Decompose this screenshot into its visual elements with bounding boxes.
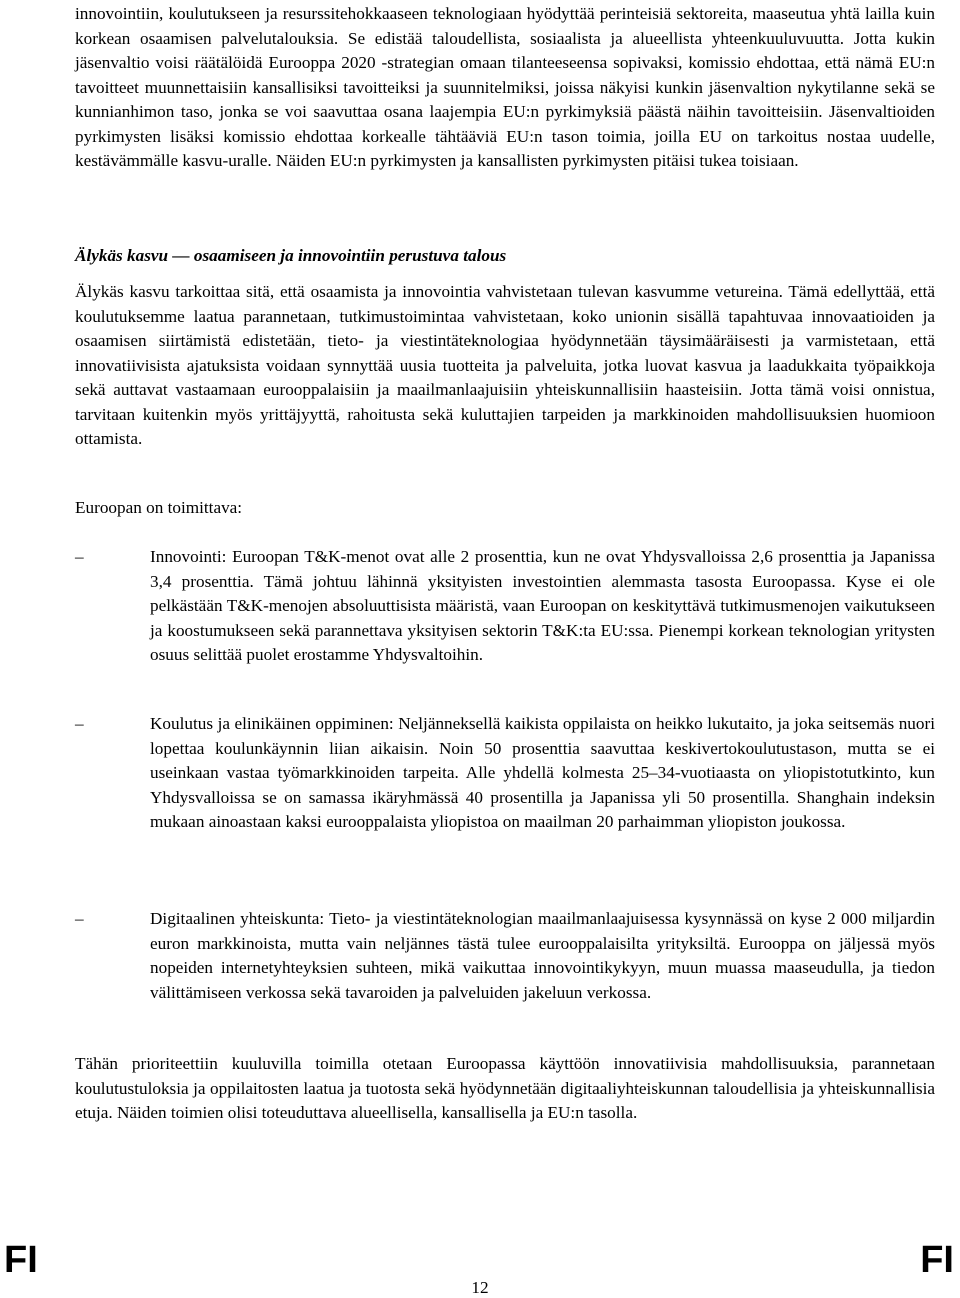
list-item-text: Koulutus ja elinikäinen oppiminen: Neljänneksellä kaikista oppilaista on heikko lukutaito, ja joka seitsemäs nuori lopettaa koulunkäynnin liian aikaisin. Noin 50 prosenttia saavuttaa keskivertokoulutustason, mutta se ei useinkaan vastaa työmarkkinoiden tarpeita. Alle yhdellä kolmesta 25–34-vuotiaasta on yliopistotutkinto, kun Yhdysvalloissa se on samassa ikäryhmässä 40 prosentilla ja Japanissa yli 50 prosentilla. Shanghain indeksin mukaan ainoastaan kaksi eurooppalaista yliopistoa on maailman 20 parhaimman yliopiston joukossa. (150, 714, 935, 831)
paragraph-intro: innovointiin, koulutukseen ja resurssitehokkaaseen teknologiaan hyödyttää perinteisiä sektoreita, maaseutua yhtä lailla kuin korkean osaamisen palvelutalouksia. Se edistää taloudellista, sosiaalista ja alueellista yhteenkuuluvuutta. Jotta kukin jäsenvaltio voisi räätälöidä Eurooppa 2020 -strategian omaan tilanteeseensa sopivaksi, komissio ehdottaa, että nämä EU:n tavoitteet muunnettaisiin kansallisiksi tavoitteiksi ja suunnitelmiksi, joissa näkyisi kunkin jäsenvaltion nykytilanne sekä se kunnianhimon taso, jonka se voi saavuttaa osana laajempia EU:n pyrkimyksiä päästä näihin tavoitteisiin. Jäsenvaltioiden pyrkimysten lisäksi komissio ehdottaa korkealle tähtääviä EU:n tason toimia, joilla EU on tarkoitus nostaa uudelle, kestävämmälle kasvu-uralle. Näiden EU:n pyrkimysten ja kansallisten pyrkimysten pitäisi tukea toisiaan. (75, 4, 935, 170)
list-item-education (75, 712, 935, 835)
paragraph-smart-growth: Älykäs kasvu tarkoittaa sitä, että osaamista ja innovointia vahvistetaan tulevan kasvumme vetureina. Tämä edellyttää, että koulutuksemme laatua parannetaan, tutkimustoimintaa vahvistetaan, koko unionin sisällä tapahtuvaa innovaatioiden ja osaamisen siirtämistä edistetään, tieto- ja viestintäteknologiaa hyödynnetään täysimääräisesti ja varmistetaan, että innovatiivisista ajatuksista voidaan synnyttää uusia tuotteita ja palveluita, jotka luovat kasvua ja laadukkaita työpaikkoja sekä auttavat vastaamaan eurooppalaisiin ja maailmanlaajuisiin yhteiskunnallisiin haasteisiin. Jotta tämä voisi onnistua, tarvitaan kuitenkin myös yrittäjyyttä, rahoitusta sekä kuluttajien tarpeiden ja markkinoiden mahdollisuuksien huomioon ottamista. (75, 282, 935, 448)
footer-language-code-right: FI (920, 1239, 954, 1281)
list-item-digital-society (75, 907, 935, 1005)
list-item-text: Innovointi: Euroopan T&K-menot ovat alle 2 prosenttia, kun ne ovat Yhdysvalloissa 2,6 prosenttia ja Japanissa 3,4 prosenttia. Tämä johtuu lähinnä yksityisten investointien alemmasta tasosta Euroopassa. Kyse ei ole pelkästään T&K-menojen absoluuttisista määristä, vaan Euroopan on keskityttävä tutkimusmenojen vaikutukseen ja koostumukseen sekä parannettava yksityisen sektorin T&K:ta EU:ssa. Pienempi korkean teknologian yritysten osuus selittää puolet erostamme Yhdysvaltoihin. (150, 547, 935, 664)
list-dash: – (75, 547, 84, 566)
section-heading: Älykäs kasvu — osaamiseen ja innovointiin perustuva talous (75, 246, 507, 265)
paragraph-europe-must-act: Euroopan on toimittava: (75, 498, 243, 517)
list-dash: – (75, 909, 84, 928)
page-number: 12 (471, 1278, 489, 1297)
footer-language-code-left: FI (4, 1239, 38, 1281)
paragraph-conclusion: Tähän prioriteettiin kuuluvilla toimilla otetaan Euroopassa käyttöön innovatiivisia mahdollisuuksia, parannetaan koulutustuloksia ja oppilaitosten laatua ja tuotosta sekä hyödynnetään digitaaliyhteiskunnan taloudellisia ja yhteiskunnallisia etuja. Näiden toimien olisi toteuduttava alueellisella, kansallisella ja EU:n tasolla. (75, 1054, 935, 1122)
list-item-text: Digitaalinen yhteiskunta: Tieto- ja viestintäteknologian maailmanlaajuisessa kysynnässä on kyse 2 000 miljardin euron markkinoista, mutta vain neljännes tästä tulee eurooppalaisilta yrityksiltä. Eurooppa on jäljessä myös nopeiden internetyhteyksien suhteen, mikä vaikuttaa innovointikykyyn, muun muassa maaseudulla, ja tiedon välittämiseen verkossa sekä tavaroiden ja palveluiden jakeluun verkossa. (150, 909, 935, 1002)
list-dash: – (75, 714, 84, 733)
list-item-innovation (75, 545, 935, 668)
